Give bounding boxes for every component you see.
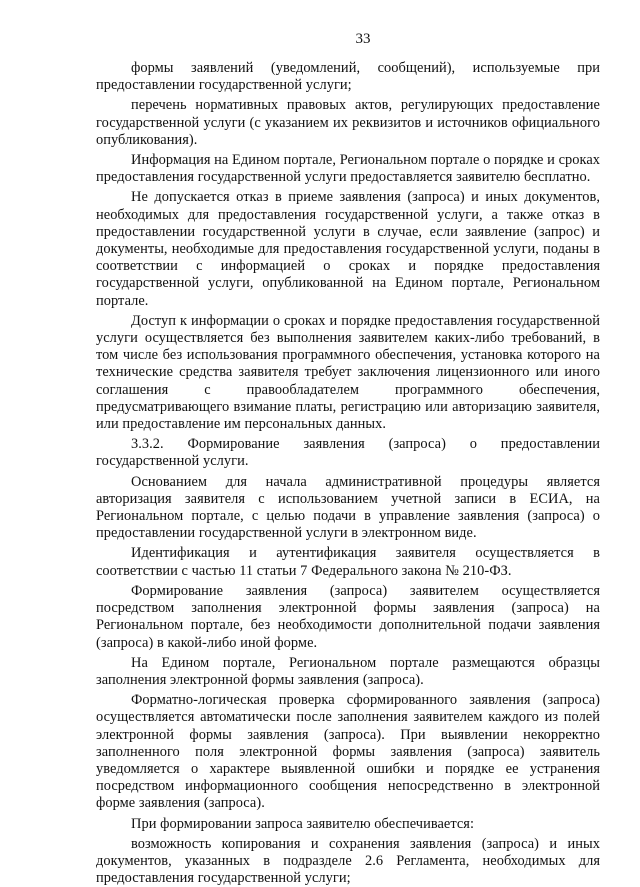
page-number: 33: [355, 31, 371, 47]
document-body: [96, 60, 600, 887]
paragraph: При формировании запроса заявителю обеспечивается:: [131, 815, 475, 832]
paragraph: Основанием для начала административной процедуры является авторизация заявителя с использованием учетной записи в ЕСИА, на Региональном портале, с целью подачи в управление заявления (запроса) о предоставлении государственной услуги в электронном виде.: [96, 473, 600, 542]
paragraph: Доступ к информации о сроках и порядке предоставления государственной услуги осуществляется без выполнения заявителем каких-либо требований, в том числе без использования программного обеспечения, установка которого на технические средства заявителя требует заключения лицензионного или иного соглашения с правообладателем программного обеспечения, предусматривающего взимание платы, регистрацию или авторизацию заявителя, или предоставление им персональных данных.: [96, 312, 600, 433]
paragraph: формы заявлений (уведомлений, сообщений), используемые при предоставлении государственной услуги;: [96, 60, 600, 94]
paragraph: возможность копирования и сохранения заявления (запроса) и иных документов, указанных в подразделе 2.6 Регламента, необходимых для предоставления государственной услуги;: [96, 835, 600, 887]
paragraph: На Едином портале, Региональном портале размещаются образцы заполнения электронной формы заявления (запроса).: [96, 654, 600, 688]
paragraph: Информация на Едином портале, Региональном портале о порядке и сроках предоставления государственной услуги предоставляется заявителю бесплатно.: [96, 152, 600, 186]
section-heading: 3.3.2. Формирование заявления (запроса) о предоставлении государственной услуги.: [96, 436, 600, 470]
paragraph: Формирование заявления (запроса) заявителем осуществляется посредством заполнения электронной формы заявления (запроса) на Региональном портале, без необходимости дополнительной подачи заявления (запроса) в какой-либо иной форме.: [96, 582, 600, 651]
paragraph: перечень нормативных правовых актов, регулирующих предоставление государственной услуги (с указанием их реквизитов и источников официального опубликования).: [96, 97, 600, 148]
paragraph: Не допускается отказ в приеме заявления (запроса) и иных документов, необходимых для предоставления государственной услуги, а также отказ в предоставлении государственной услуги в случае, если заявление (запрос) и документы, необходимые для предоставления государственной услуги, поданы в соответствии с информацией о сроках и порядке предоставления государственной услуги, опубликованной на Едином портале, Региональном портале.: [96, 189, 600, 309]
paragraph: Идентификация и аутентификация заявителя осуществляется в соответствии с частью 11 статьи 7 Федерального закона № 210-ФЗ.: [96, 545, 600, 579]
paragraph: Форматно-логическая проверка сформированного заявления (запроса) осуществляется автоматически после заполнения заявителем каждого из полей электронной формы заявления (запроса). При выявлении некорректно заполненного поля электронной формы заявления (запроса) заявитель уведомляется о характере выявленной ошибки и порядке ее устранения посредством информационного сообщения непосредственно в электронной форме заявления (запроса).: [96, 692, 600, 812]
